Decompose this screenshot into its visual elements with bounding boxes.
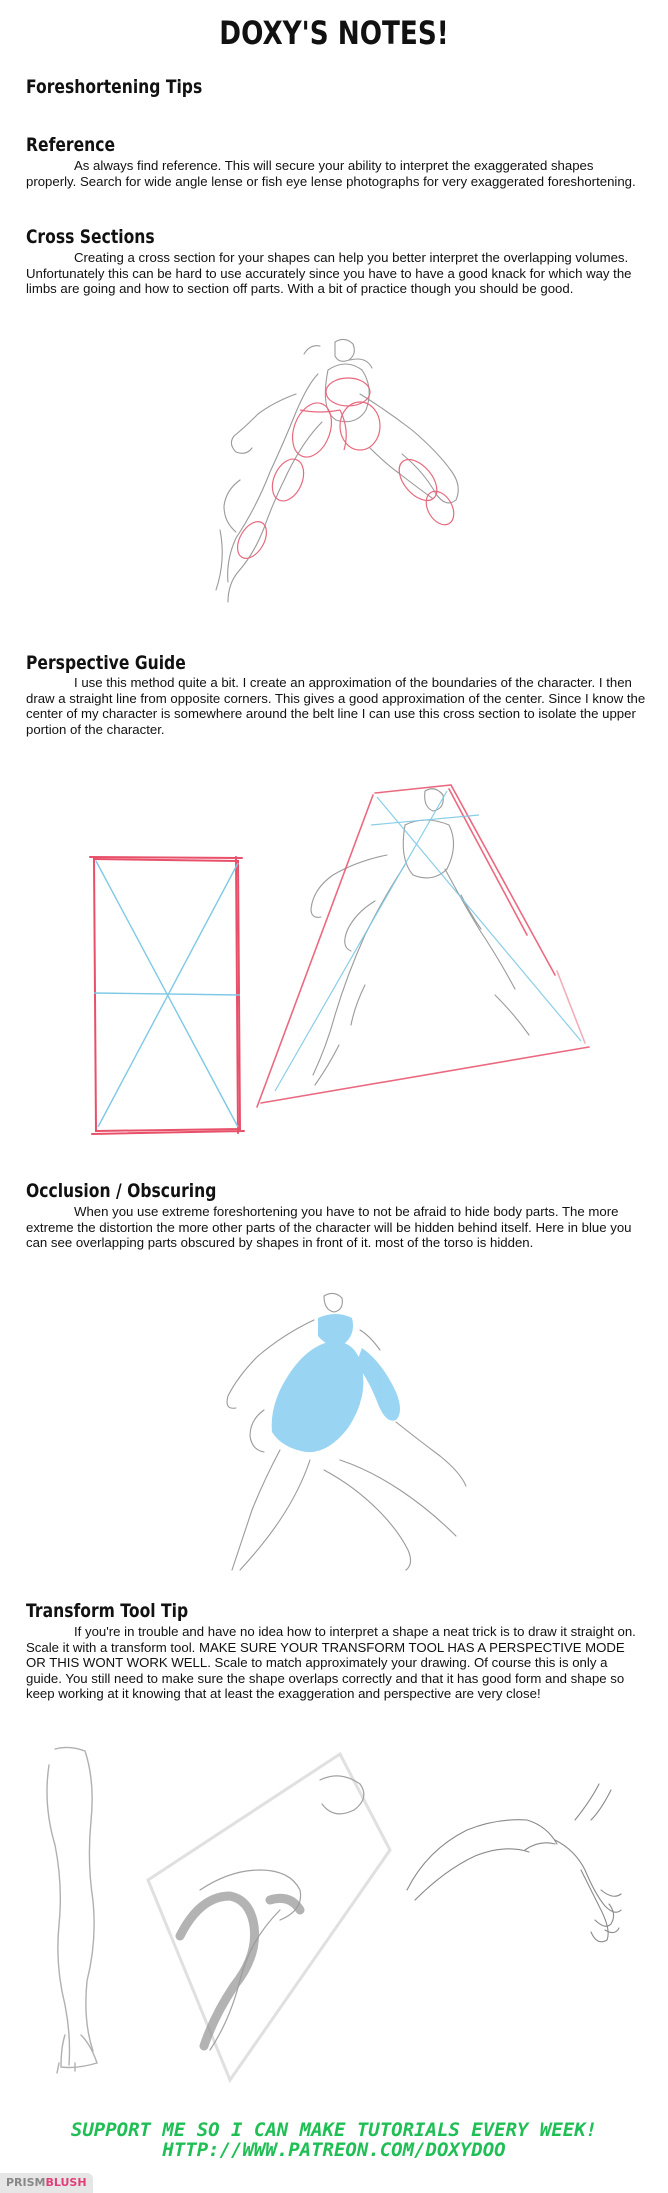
section-heading-cross-sections: Cross Sections bbox=[26, 226, 155, 248]
footer-support-text: SUPPORT ME SO I CAN MAKE TUTORIALS EVERY WEEK! bbox=[70, 2119, 598, 2141]
section-heading-occlusion: Occlusion / Obscuring bbox=[26, 1180, 217, 1202]
page-title: DOXY'S NOTES! bbox=[219, 14, 449, 52]
page-subtitle: Foreshortening Tips bbox=[26, 76, 203, 98]
section-text-transform-tool: If you're in trouble and have no idea how to interpret a shape a neat trick is to draw it straight on. Scale it with a transform tool. MAKE SURE YOUR TRANSFORM TOOL HAS A PERSPECTIVE MODE OR THIS WONT WORK WELL. Scale to match approximately your drawing. Of course this is only a guide. You still need to make sure the shape overlaps correctly and that it has good form and shape so keep working at it knowing that at least the exaggeration and perspective are very close! bbox=[26, 1624, 636, 1702]
section-text-reference: As always find reference. This will secure your ability to interpret the exaggerated shapes properly. Search for wide angle lense or fish eye lense photographs for very exaggerated foreshortening. bbox=[26, 158, 636, 189]
section-heading-reference: Reference bbox=[26, 134, 116, 156]
occlusion-sketch bbox=[220, 1290, 480, 1575]
section-heading-transform-tool: Transform Tool Tip bbox=[26, 1600, 189, 1622]
footer-patreon-link[interactable]: HTTP://WWW.PATREON.COM/DOXYDOO bbox=[162, 2139, 506, 2161]
transform-tool-sketch-straight-leg bbox=[45, 1745, 125, 2075]
cross-section-sketch bbox=[200, 330, 480, 630]
brand-part-1: PRISM bbox=[6, 2176, 46, 2189]
perspective-figure-diagram bbox=[255, 785, 615, 1135]
section-heading-perspective-guide: Perspective Guide bbox=[26, 652, 186, 674]
transform-tool-sketch-final-figure bbox=[405, 1780, 630, 2110]
brand-part-2: BLUSH bbox=[45, 2176, 87, 2189]
section-text-perspective-guide: I use this method quite a bit. I create an approximation of the boundaries of the character. I then draw a straight line from opposite corners. This gives a good approximation of the center. Since I know the center of my character is somewhere around the belt line I can use this cross section to isolate the upper portion of the character. bbox=[26, 675, 646, 737]
transform-tool-sketch-perspective-leg bbox=[140, 1740, 400, 2090]
perspective-rectangle-diagram bbox=[88, 855, 248, 1135]
brand-watermark bbox=[0, 2173, 93, 2193]
section-text-occlusion: When you use extreme foreshortening you have to not be afraid to hide body parts. The more extreme the distortion the more other parts of the character will be hidden behind itself. Here in blue you can see overlapping parts obscured by shapes in front of it. most of the torso is hidden. bbox=[26, 1204, 632, 1251]
section-text-cross-sections: Creating a cross section for your shapes can help you better interpret the overlapping volumes. Unfortunately this can be hard to use accurately since you have to have a good knack for which way the limbs are going and how to section off parts. With a bit of practice though you should be good. bbox=[26, 250, 632, 297]
